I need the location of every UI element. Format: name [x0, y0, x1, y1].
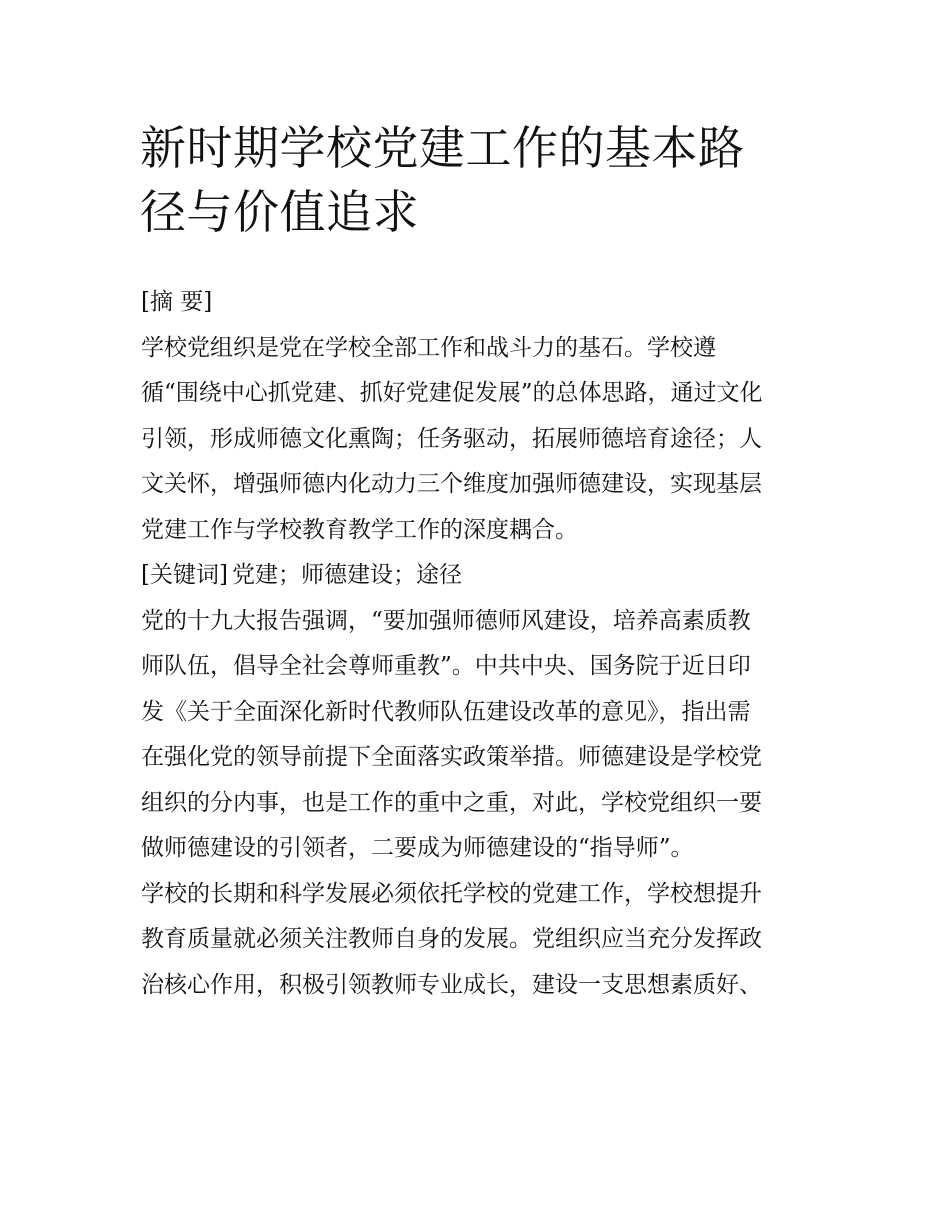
abstract-line: 引领，形成师德文化熏陶；任务驱动，拓展师德培育途径；人 [141, 425, 762, 452]
paragraph-line: 治核心作用，积极引领教师专业成长，建设一支思想素质好、 [141, 971, 762, 998]
paragraph-line: 学校的长期和科学发展必须依托学校的党建工作，学校想提升 [141, 880, 762, 907]
paragraph-line: 做师德建设的引领者，二要成为师德建设的“指导师”。 [141, 835, 694, 861]
paragraph-line: 师队伍，倡导全社会尊师重教”。中共中央、国务院于近日印 [141, 653, 751, 679]
abstract-paragraph [141, 326, 821, 554]
paragraph-line: 党的十九大报告强调，“要加强师德师风建设，培养高素质教 [141, 607, 751, 634]
document-title [140, 116, 820, 244]
body-paragraph-2 [141, 872, 821, 1009]
keywords-text: 党建；师德建设；途径 [231, 562, 462, 588]
keywords-line [141, 553, 821, 599]
body-paragraph-1 [141, 599, 821, 872]
title-line: 新时期学校党建工作的基本路 [140, 121, 745, 175]
abstract-line: 党建工作与学校教育教学工作的深度耦合。 [141, 516, 578, 543]
abstract-line: 循“围绕中心抓党建、抓好党建促发展”的总体思路，通过文化 [141, 380, 763, 406]
document-body [141, 280, 821, 1008]
title-line: 径与价值追求 [140, 185, 419, 239]
paragraph-line: 在强化党的领导前提下全面落实政策举措。师德建设是学校党 [141, 744, 762, 770]
abstract-line: 文关怀，增强师德内化动力三个维度加强师德建设，实现基层 [141, 471, 762, 497]
keywords-label: [关键词] [141, 562, 228, 588]
paragraph-line: 发《关于全面深化新时代教师队伍建设改革的意见》，指出需 [141, 698, 751, 725]
paragraph-line: 组织的分内事，也是工作的重中之重，对此，学校党组织一要 [141, 789, 762, 816]
paragraph-line: 教育质量就必须关注教师自身的发展。党组织应当充分发挥政 [141, 926, 762, 952]
abstract-heading: [摘 要] [141, 289, 213, 315]
abstract-line: 学校党组织是党在学校全部工作和战斗力的基石。学校遵 [141, 334, 716, 361]
